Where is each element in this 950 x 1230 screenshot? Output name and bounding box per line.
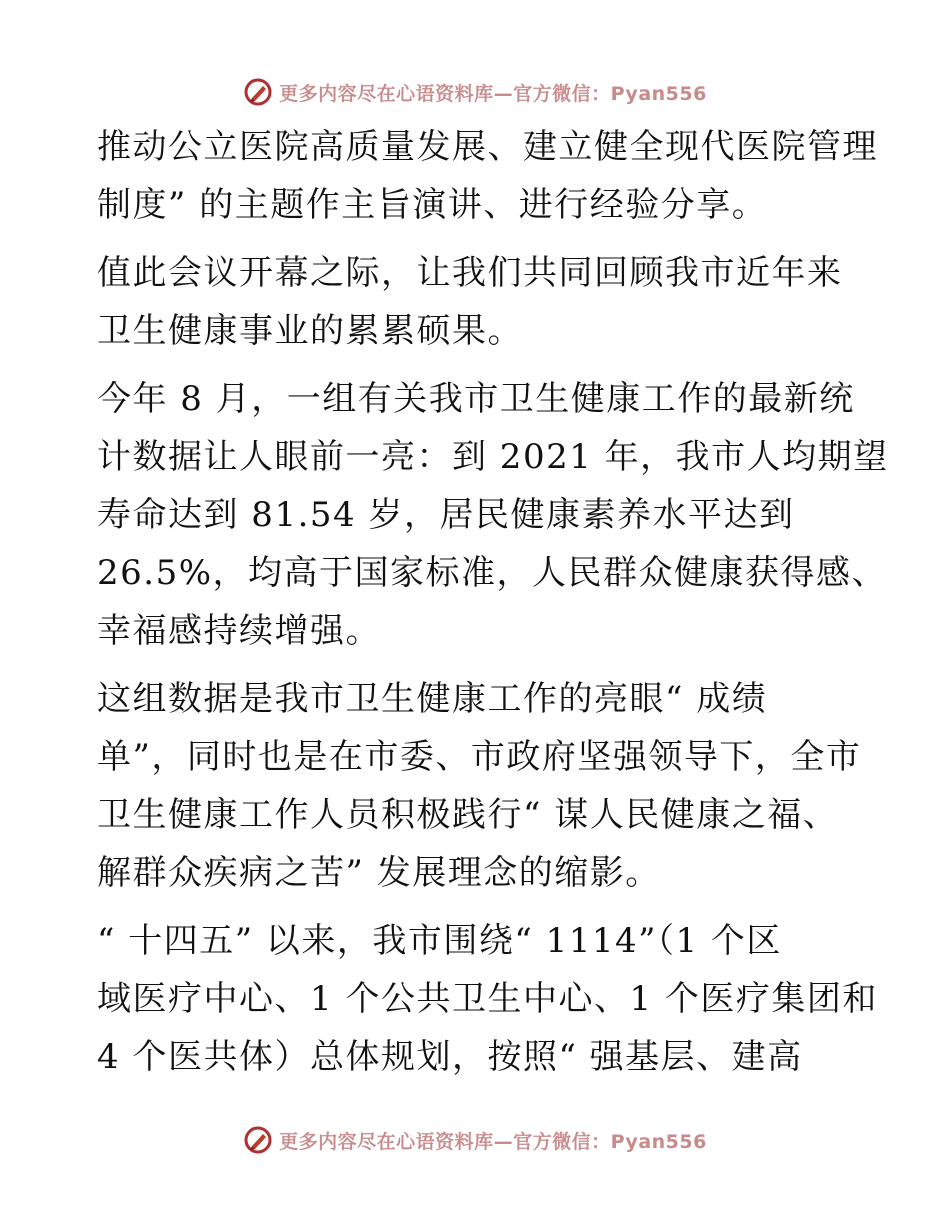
- text-line: “ 十四五” 以来，我市围绕“ 1114”（1 个区: [97, 921, 782, 961]
- text-line: 卫生健康事业的累累硕果。: [97, 311, 523, 351]
- document-body: [97, 118, 889, 1096]
- watermark-text: 更多内容尽在心语资料库—官方微信：Pyan556: [279, 82, 707, 105]
- paragraph-3: [97, 370, 889, 660]
- paragraph-1: [97, 118, 878, 234]
- paragraph-2: [97, 244, 857, 360]
- text-line: 卫生健康工作人员积极践行“ 谋人民健康之福、: [97, 795, 839, 835]
- text-line: 幸福感持续增强。: [97, 611, 381, 651]
- paragraph-5: [97, 912, 878, 1086]
- text-line: 单”，同时也是在市委、市政府坚强领导下，全市: [97, 737, 862, 777]
- red-pen-circle-icon: [243, 77, 273, 107]
- red-pen-circle-icon: [243, 1125, 273, 1155]
- text-line: 计数据让人眼前一亮：到 2021 年，我市人均期望: [97, 437, 889, 477]
- text-line: 值此会议开幕之际，让我们共同回顾我市近年来: [97, 253, 843, 293]
- text-line: 解群众疾病之苦” 发展理念的缩影。: [97, 853, 661, 893]
- text-line: 寿命达到 81.54 岁，居民健康素养水平达到: [97, 495, 795, 535]
- text-line: 推动公立医院高质量发展、建立健全现代医院管理: [97, 127, 878, 167]
- text-line: 制度” 的主题作主旨演讲、进行经验分享。: [97, 185, 768, 225]
- text-line: 今年 8 月，一组有关我市卫生健康工作的最新统: [97, 379, 855, 419]
- text-line: 这组数据是我市卫生健康工作的亮眼“ 成绩: [97, 679, 768, 719]
- header-watermark: [0, 72, 950, 112]
- paragraph-4: [97, 670, 862, 902]
- footer-watermark: [0, 1120, 950, 1160]
- watermark-text: 更多内容尽在心语资料库—官方微信：Pyan556: [279, 1130, 707, 1153]
- text-line: 26.5%，均高于国家标准，人民群众健康获得感、: [97, 553, 888, 593]
- text-line: 域医疗中心、1 个公共卫生中心、1 个医疗集团和: [97, 979, 878, 1019]
- text-line: 4 个医共体）总体规划，按照“ 强基层、建高: [97, 1037, 803, 1077]
